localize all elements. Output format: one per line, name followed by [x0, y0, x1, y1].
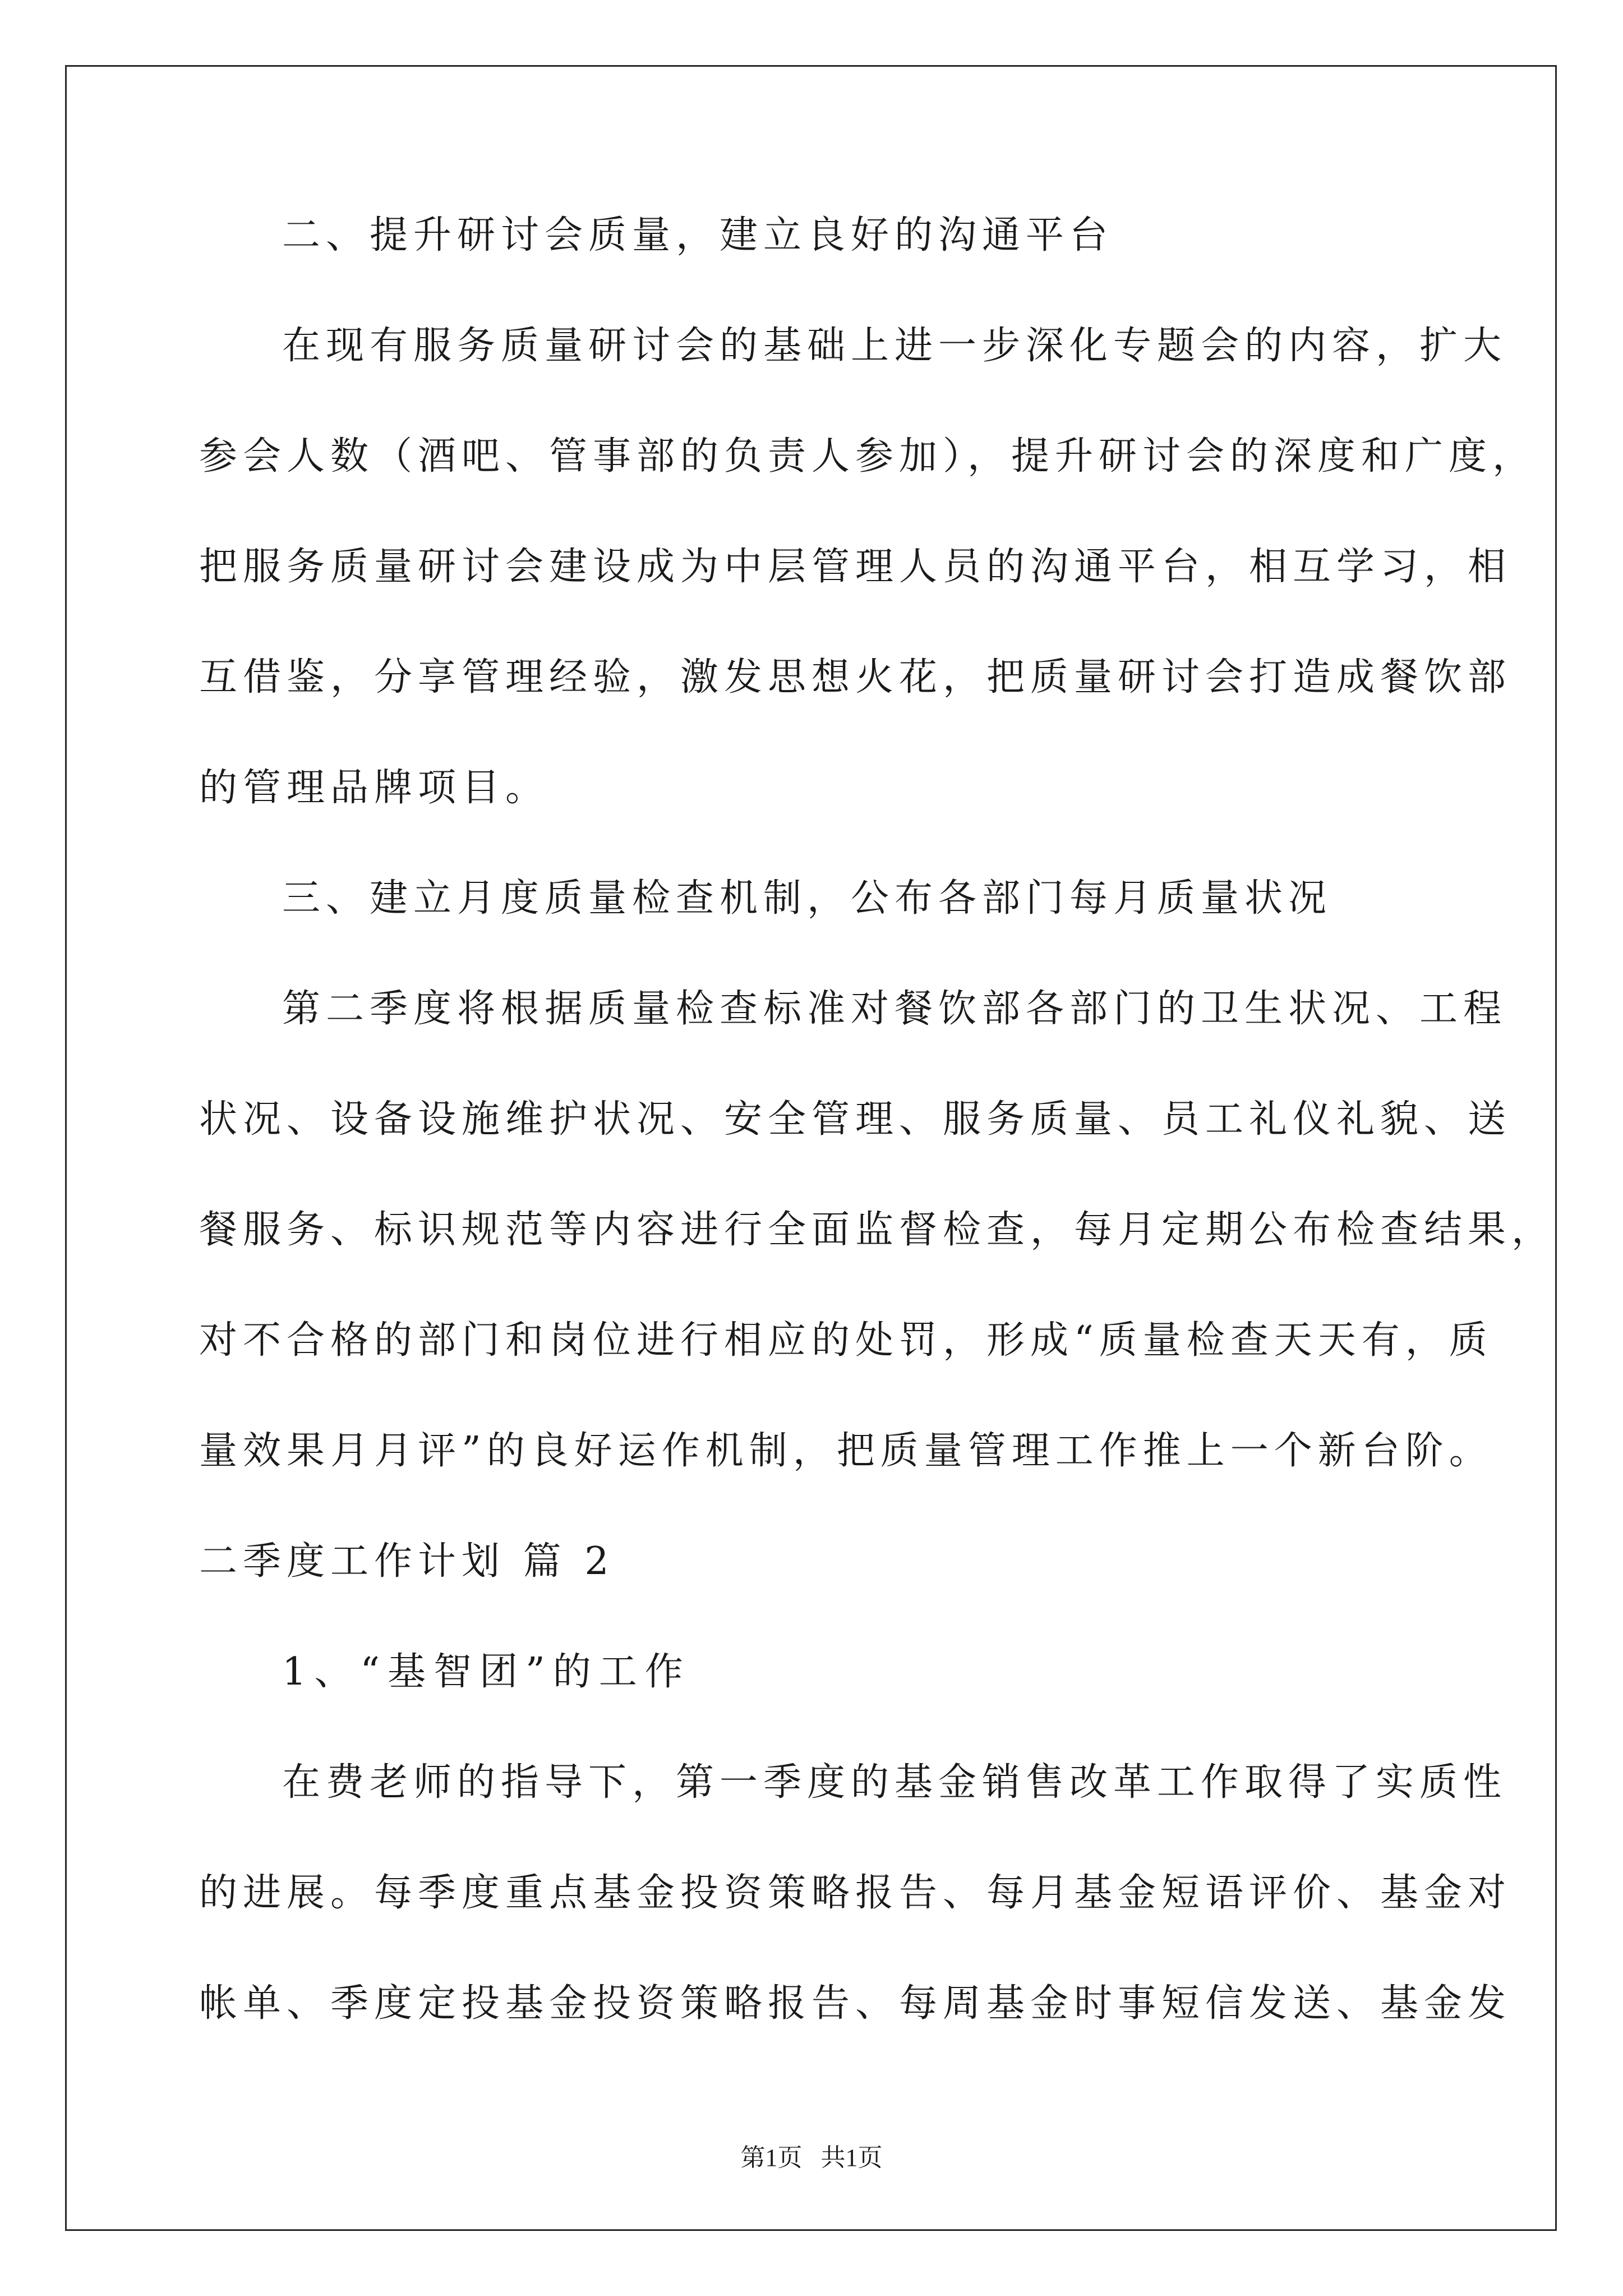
subsection-heading: 1、“基智团”的工作 — [282, 1650, 691, 1694]
paragraph-line: 把服务质量研讨会建设成为中层管理人员的沟通平台，相互学习，相 — [199, 545, 1512, 589]
page-number-footer: 第1页 共1页 — [740, 2144, 883, 2171]
paragraph-line: 状况、设备设施维护状况、安全管理、服务质量、员工礼仪礼貌、送 — [199, 1097, 1512, 1142]
paragraph-line: 在现有服务质量研讨会的基础上进一步深化专题会的内容，扩大 — [282, 324, 1507, 368]
paragraph-line: 第二季度将根据质量检查标准对餐饮部各部门的卫生状况、工程 — [282, 987, 1507, 1031]
section-heading-3: 三、建立月度质量检查机制，公布各部门每月质量状况 — [282, 876, 1332, 921]
paragraph-line: 在费老师的指导下，第一季度的基金销售改革工作取得了实质性 — [282, 1760, 1507, 1805]
paragraph-line: 帐单、季度定投基金投资策略报告、每周基金时事短信发送、基金发 — [199, 1981, 1512, 2026]
paragraph-line: 的进展。每季度重点基金投资策略报告、每月基金短语评价、基金对 — [199, 1871, 1512, 1915]
paragraph-line: 的管理品牌项目。 — [199, 766, 550, 810]
section-heading-2: 二、提升研讨会质量，建立良好的沟通平台 — [282, 213, 1114, 257]
paragraph-line: 互借鉴，分享管理经验，激发思想火花，把质量研讨会打造成餐饮部 — [199, 655, 1512, 700]
paragraph-line: 量效果月月评”的良好运作机制，把质量管理工作推上一个新台阶。 — [199, 1429, 1493, 1473]
paragraph-line: 餐服务、标识规范等内容进行全面监督检查，每月定期公布检查结果， — [199, 1208, 1556, 1252]
paragraph-line: 对不合格的部门和岗位进行相应的处罚，形成“质量检查天天有，质 — [199, 1318, 1493, 1363]
paragraph-line: 参会人数（酒吧、管事部的负责人参加），提升研讨会的深度和广度， — [199, 434, 1537, 478]
article-title: 二季度工作计划 篇 2 — [199, 1539, 615, 1584]
